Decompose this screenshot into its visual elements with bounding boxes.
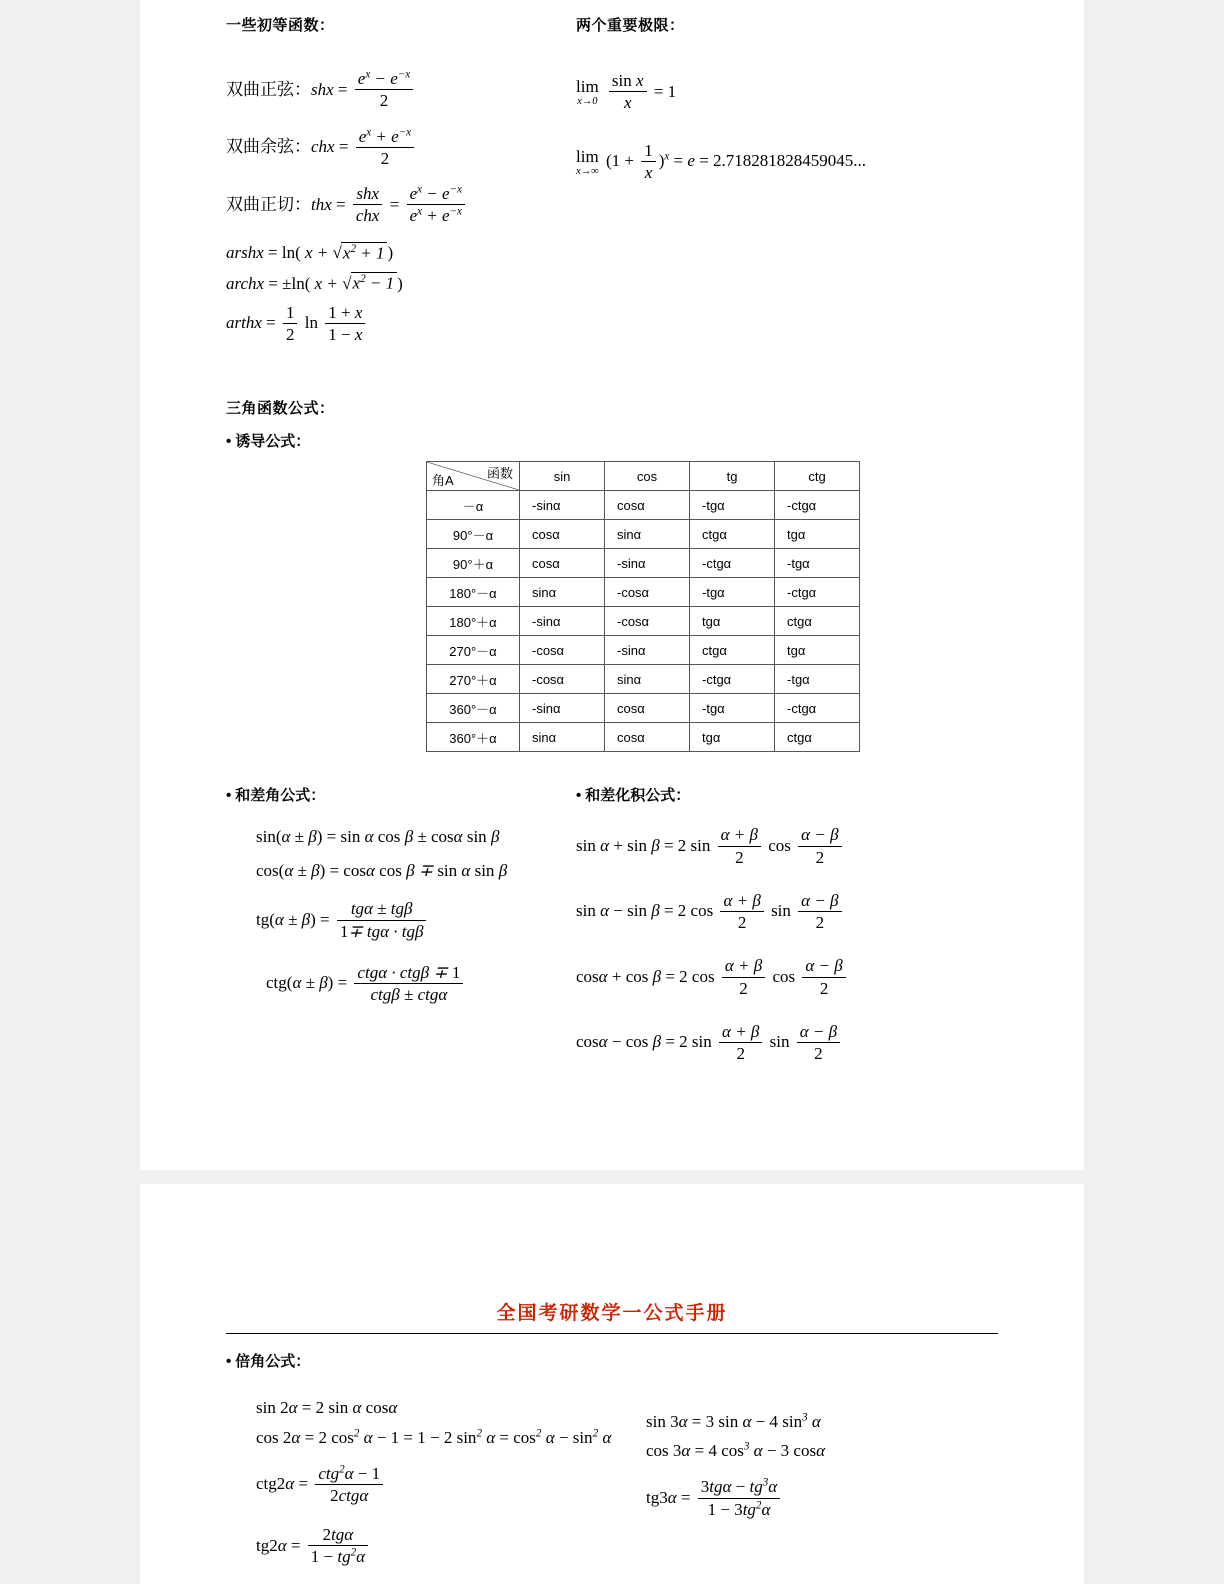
formula-tanh: 双曲正切：thx = $\frac{\text{shx}}{\text{chx}}$ = $\frac{e^x - e^{-x}}{e^x + e^{-x}}$ (226, 184, 576, 228)
top-section (226, 14, 1024, 355)
trig-formulas-heading: 三角函数公式： (226, 400, 335, 418)
cell-cos: sinα (605, 520, 690, 549)
formula-arth: arthx = $\frac{1}{2}$ ln $\frac{1 + x}{1 - x}$ (226, 303, 576, 347)
cell-tg: -ctgα (690, 665, 775, 694)
cell-cos: -sinα (605, 636, 690, 665)
column-header-ctg: ctg (775, 462, 860, 491)
cell-sin: cosα (520, 549, 605, 578)
formula-sinh: 双曲正弦：shx = $\frac{e^x - e^{-x}}{2}$ (226, 69, 576, 113)
formula-tg2a: tg2α = $\frac{\text{2tgα}}{1 - tg^2\alpha}$ (256, 1525, 646, 1569)
double-angle-columns (226, 1389, 1024, 1583)
cosh-label: 双曲余弦： (226, 137, 311, 157)
cell-tg: tgα (690, 607, 775, 636)
corner-top-label: 函数 (486, 466, 513, 482)
cell-cos: -cosα (605, 578, 690, 607)
cell-cos: cosα (605, 723, 690, 752)
table-row (427, 520, 860, 549)
cell-sin: -sinα (520, 694, 605, 723)
cell-tg: -ctgα (690, 549, 775, 578)
table-row (427, 694, 860, 723)
cell-tg: ctgα (690, 520, 775, 549)
row-angle: 90°－α (427, 520, 520, 549)
row-angle: 270°－α (427, 636, 520, 665)
cell-ctg: -tgα (775, 665, 860, 694)
cell-cos: cosα (605, 491, 690, 520)
sum-difference-heading: • 和差角公式： (226, 784, 576, 805)
formula-sin-plus-sin: sin α + sin β = 2 sin $\frac{\alpha + \beta}{2}$ cos $\frac{\alpha - \beta}{2}$ (576, 825, 1024, 869)
formula-tg3a: tg3α = $\frac{3tg\alpha - tg^3\alpha}{1 - 3tg^2\alpha}$ (646, 1477, 1024, 1521)
formula-ctg-sum: ctg(α ± β) = $\frac{\text{ctgα · ctgβ ∓ 1}}{\text{ctgβ ± ctgα}}$ (266, 963, 576, 1007)
cell-ctg: -ctgα (775, 694, 860, 723)
formula-columns (226, 784, 1024, 1079)
formula-sin-sum: sin(α ± β) = sin α cos β ± cosα sin β (256, 827, 500, 847)
cell-cos: sinα (605, 665, 690, 694)
formula-limit-sinx-x: lim x→0 $\frac{\text{sin x}}{x}$ = 1 (576, 71, 677, 113)
cell-ctg: -ctgα (775, 578, 860, 607)
row-angle: －α (427, 491, 520, 520)
row-angle: 90°＋α (427, 549, 520, 578)
formula-sin-minus-sin: sin α − sin β = 2 cos $\frac{\alpha + \beta}{2}$ sin $\frac{\alpha - \beta}{2}$ (576, 891, 1024, 935)
cell-ctg: -tgα (775, 549, 860, 578)
cell-sin: cosα (520, 520, 605, 549)
arch-name: archx (226, 273, 265, 293)
cosh-name: chx (311, 137, 335, 157)
important-limits-heading: 两个重要极限： (576, 17, 685, 34)
cell-ctg: ctgα (775, 607, 860, 636)
formula-cosh: 双曲余弦：chx = $\frac{e^x + e^{-x}}{2}$ (226, 127, 576, 171)
arsh-name: arshx (226, 243, 264, 263)
elementary-functions-heading: 一些初等函数： (226, 17, 335, 34)
table-header-row (427, 462, 860, 491)
product-to-sum-heading: • 和差化积公式： (576, 784, 1024, 805)
sinh-label: 双曲正弦： (226, 79, 311, 99)
table-row (427, 491, 860, 520)
cell-sin: -cosα (520, 636, 605, 665)
column-header-sin: sin (520, 462, 605, 491)
cell-sin: -sinα (520, 607, 605, 636)
row-angle: 180°＋α (427, 607, 520, 636)
formula-sin3a: sin 3α = 3 sin α − 4 $\sin^3 \alpha$ (646, 1411, 821, 1431)
table-row (427, 607, 860, 636)
title-divider (226, 1333, 998, 1334)
table-row (427, 665, 860, 694)
arth-name: arthx (226, 313, 262, 333)
cell-ctg: tgα (775, 520, 860, 549)
row-angle: 270°＋α (427, 665, 520, 694)
formula-arch: archx = ±ln( $x + √x^2 - 1$ ) (226, 273, 403, 293)
corner-bottom-label: 角A (432, 473, 454, 489)
row-angle: 180°－α (427, 578, 520, 607)
tanh-name: thx (311, 194, 332, 214)
tanh-label: 双曲正切： (226, 194, 311, 214)
induction-formula-table (426, 461, 860, 752)
column-header-tg: tg (690, 462, 775, 491)
cell-sin: sinα (520, 578, 605, 607)
cell-ctg: ctgα (775, 723, 860, 752)
formula-ctg2a: ctg2α = $\frac{ctg^2\alpha - 1}{\text{2ctgα}}$ (256, 1464, 646, 1508)
formula-cos-minus-cos: cosα − cos β = 2 sin $\frac{\alpha + \beta}{2}$ sin $\frac{\alpha - \beta}{2}$ (576, 1022, 1024, 1066)
double-angle-heading: • 倍角公式： (226, 1350, 1024, 1371)
cell-tg: -tgα (690, 491, 775, 520)
document-title: 全国考研数学一公式手册 (496, 1303, 728, 1324)
formula-cos2a: cos 2α = 2 $\cos^2 \alpha - 1 = 1 - 2$ $\sin^2 \alpha = \cos^2 \alpha - \sin^2 \alpha$ (256, 1427, 612, 1447)
table-row (427, 578, 860, 607)
cell-ctg: -ctgα (775, 491, 860, 520)
formula-cos-plus-cos: cosα + cos β = 2 cos $\frac{\alpha + \beta}{2}$ cos $\frac{\alpha - \beta}{2}$ (576, 956, 1024, 1000)
formula-cos3a: cos 3α = 4 $\cos^3 \alpha - 3$ cosα (646, 1440, 826, 1461)
cell-tg: ctgα (690, 636, 775, 665)
table-corner-cell (427, 462, 520, 491)
cell-cos: -cosα (605, 607, 690, 636)
table-row (427, 723, 860, 752)
formula-cos-sum: cos(α ± β) = cosα cos β ∓ sin α sin β (256, 861, 508, 881)
cell-cos: -sinα (605, 549, 690, 578)
cell-tg: -tgα (690, 694, 775, 723)
document-page-1 (140, 0, 1084, 1170)
sinh-name: shx (311, 79, 334, 99)
cell-sin: sinα (520, 723, 605, 752)
row-angle: 360°－α (427, 694, 520, 723)
cell-sin: -sinα (520, 491, 605, 520)
column-header-cos: cos (605, 462, 690, 491)
induction-formulas-heading: • 诱导公式： (226, 430, 1024, 451)
table-row (427, 636, 860, 665)
cell-sin: -cosα (520, 665, 605, 694)
cell-cos: cosα (605, 694, 690, 723)
formula-sin2a: sin 2α = 2 sin α cosα (256, 1398, 398, 1417)
document-page-2 (140, 1184, 1084, 1584)
formula-limit-e: lim x→∞ (1 + $\frac{1}{x}$ )$^x$ = e = 2.718281828459045... (576, 140, 867, 182)
formula-arsh: arshx = ln( $x + √x^2 + 1$ ) (226, 242, 394, 263)
cell-ctg: tgα (775, 636, 860, 665)
cell-tg: tgα (690, 723, 775, 752)
formula-tg-sum: tg(α ± β) = $\frac{\text{tgα ± tgβ}}{\text{1∓ tgα · tgβ}}$ (256, 899, 576, 943)
table-row (427, 549, 860, 578)
cell-tg: -tgα (690, 578, 775, 607)
row-angle: 360°＋α (427, 723, 520, 752)
